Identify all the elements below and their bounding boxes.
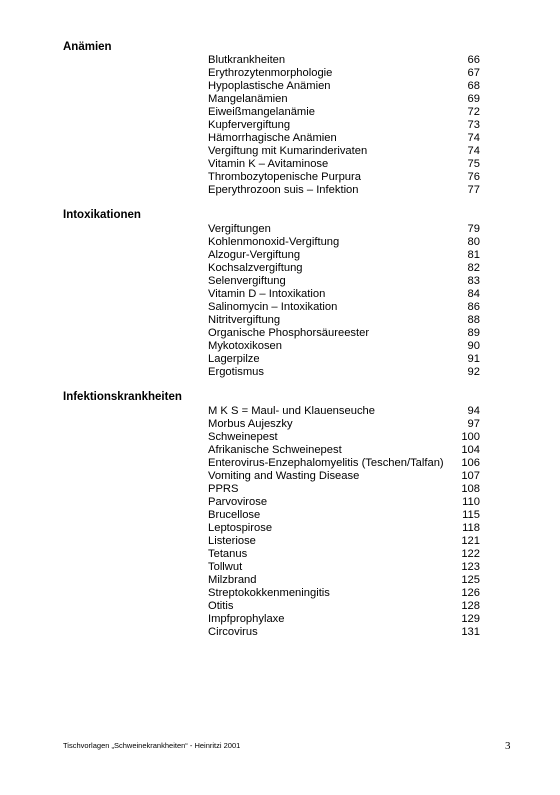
footer-text: Tischvorlagen „Schweinekrankheiten“ - Heinritzi 2001: [63, 741, 241, 750]
toc-entry: [208, 132, 480, 145]
entry-page: 73: [467, 119, 480, 131]
toc-entry: [208, 509, 480, 522]
entry-label: Blutkrankheiten: [208, 54, 286, 66]
entry-label: Circovirus: [208, 626, 258, 638]
entry-page: 94: [467, 405, 480, 417]
entry-label: Vergiftungen: [208, 223, 271, 235]
toc-entry: [208, 171, 480, 184]
entry-label: Selenvergiftung: [208, 275, 286, 287]
entry-page: 91: [467, 353, 480, 365]
entry-label: PPRS: [208, 483, 239, 495]
toc-entry: [208, 483, 480, 496]
toc-entry: [208, 470, 480, 483]
toc-entry: [208, 587, 480, 600]
entry-label: Parvovirose: [208, 496, 268, 508]
toc-entry: [208, 262, 480, 275]
entry-label: Kochsalzvergiftung: [208, 262, 303, 274]
toc-entry: [208, 80, 480, 93]
entry-page: 80: [467, 236, 480, 248]
toc-entry: [208, 288, 480, 301]
toc-entries: [208, 223, 480, 379]
entry-page: 108: [461, 483, 480, 495]
entry-page: 123: [461, 561, 480, 573]
entry-page: 74: [467, 145, 480, 157]
entry-page: 69: [467, 93, 480, 105]
entry-page: 79: [467, 223, 480, 235]
entry-label: Enterovirus-Enzephalomyelitis (Teschen/Talfan): [208, 457, 444, 469]
entry-label: Vitamin D – Intoxikation: [208, 288, 326, 300]
entry-page: 110: [462, 496, 480, 508]
toc-entry: [208, 535, 480, 548]
entry-label: Ergotismus: [208, 366, 264, 378]
entry-page: 122: [461, 548, 480, 560]
toc-entry: [208, 106, 480, 119]
toc-entries: [208, 405, 480, 639]
entry-page: 115: [462, 509, 480, 521]
entry-label: Organische Phosphorsäureester: [208, 327, 370, 339]
entry-page: 100: [461, 431, 480, 443]
section-title: Intoxikationen: [63, 209, 141, 221]
entry-page: 92: [467, 366, 480, 378]
toc-entry: [208, 405, 480, 418]
entry-page: 121: [461, 535, 480, 547]
toc-entry: [208, 314, 480, 327]
entry-label: Eperythrozoon suis – Infektion: [208, 184, 359, 196]
entry-label: Streptokokkenmeningitis: [208, 587, 330, 599]
entry-page: 84: [467, 288, 480, 300]
toc-entry: [208, 548, 480, 561]
entry-page: 66: [467, 54, 480, 66]
toc-entry: [208, 145, 480, 158]
entry-label: Hypoplastische Anämien: [208, 80, 331, 92]
entry-page: 68: [467, 80, 480, 92]
entry-page: 67: [467, 67, 480, 79]
entry-label: Kohlenmonoxid-Vergiftung: [208, 236, 340, 248]
toc-entry: [208, 236, 480, 249]
entry-page: 81: [467, 249, 480, 261]
toc-entry: [208, 444, 480, 457]
entry-page: 77: [467, 184, 480, 196]
toc-entry: [208, 418, 480, 431]
entry-page: 125: [461, 574, 480, 586]
section-title: Infektionskrankheiten: [63, 391, 182, 403]
entry-page: 97: [467, 418, 480, 430]
toc-entry: [208, 457, 480, 470]
toc-entry: [208, 67, 480, 80]
toc-entry: [208, 353, 480, 366]
toc-entry: [208, 561, 480, 574]
entry-label: Alzogur-Vergiftung: [208, 249, 301, 261]
entry-page: 129: [461, 613, 480, 625]
entry-page: 106: [461, 457, 480, 469]
entry-label: Leptospirose: [208, 522, 273, 534]
entry-page: 128: [461, 600, 480, 612]
entry-label: Vomiting and Wasting Disease: [208, 470, 360, 482]
entry-label: Lagerpilze: [208, 353, 260, 365]
entry-label: Otitis: [208, 600, 234, 612]
toc-entry: [208, 574, 480, 587]
entry-page: 90: [467, 340, 480, 352]
entry-page: 76: [467, 171, 480, 183]
entry-label: Morbus Aujeszky: [208, 418, 293, 430]
toc-entry: [208, 184, 480, 197]
entry-page: 88: [467, 314, 480, 326]
entry-label: Brucellose: [208, 509, 261, 521]
toc-entry: [208, 275, 480, 288]
entry-label: Tetanus: [208, 548, 248, 560]
entry-page: 126: [461, 587, 480, 599]
toc-entry: [208, 431, 480, 444]
entry-label: Salinomycin – Intoxikation: [208, 301, 338, 313]
entry-label: Listeriose: [208, 535, 256, 547]
entry-label: Mangelanämien: [208, 93, 288, 105]
entry-label: Eiweißmangelanämie: [208, 106, 315, 118]
toc-entry: [208, 340, 480, 353]
entry-page: 107: [461, 470, 480, 482]
entry-label: Erythrozytenmorphologie: [208, 67, 333, 79]
entry-label: Vergiftung mit Kumarinderivaten: [208, 145, 368, 157]
entry-label: Vitamin K – Avitaminose: [208, 158, 329, 170]
toc-entry: [208, 613, 480, 626]
entry-page: 83: [467, 275, 480, 287]
entry-label: Schweinepest: [208, 431, 278, 443]
entry-page: 75: [467, 158, 480, 170]
toc-entry: [208, 93, 480, 106]
toc-entry: [208, 119, 480, 132]
page-number: 3: [505, 740, 511, 752]
toc-entry: [208, 366, 480, 379]
entry-label: Kupfervergiftung: [208, 119, 291, 131]
entry-label: Afrikanische Schweinepest: [208, 444, 342, 456]
toc-entry: [208, 327, 480, 340]
entry-page: 131: [461, 626, 480, 638]
toc-entry: [208, 249, 480, 262]
entry-label: Impfprophylaxe: [208, 613, 285, 625]
toc-entries: [208, 54, 480, 197]
entry-label: Nitritvergiftung: [208, 314, 281, 326]
toc-entry: [208, 626, 480, 639]
toc-entry: [208, 223, 480, 236]
toc-entry: [208, 600, 480, 613]
toc-entry: [208, 522, 480, 535]
entry-label: Hämorrhagische Anämien: [208, 132, 337, 144]
toc-entry: [208, 54, 480, 67]
entry-label: M K S = Maul- und Klauenseuche: [208, 405, 375, 417]
toc-entry: [208, 496, 480, 509]
entry-label: Tollwut: [208, 561, 243, 573]
entry-page: 86: [467, 301, 480, 313]
entry-page: 72: [467, 106, 480, 118]
entry-page: 118: [462, 522, 480, 534]
toc-entry: [208, 158, 480, 171]
entry-label: Thrombozytopenische Purpura: [208, 171, 361, 183]
entry-page: 104: [461, 444, 480, 456]
entry-label: Milzbrand: [208, 574, 257, 586]
entry-page: 74: [467, 132, 480, 144]
toc-entry: [208, 301, 480, 314]
entry-page: 82: [467, 262, 480, 274]
section-title: Anämien: [63, 41, 112, 53]
entry-page: 89: [467, 327, 480, 339]
entry-label: Mykotoxikosen: [208, 340, 282, 352]
